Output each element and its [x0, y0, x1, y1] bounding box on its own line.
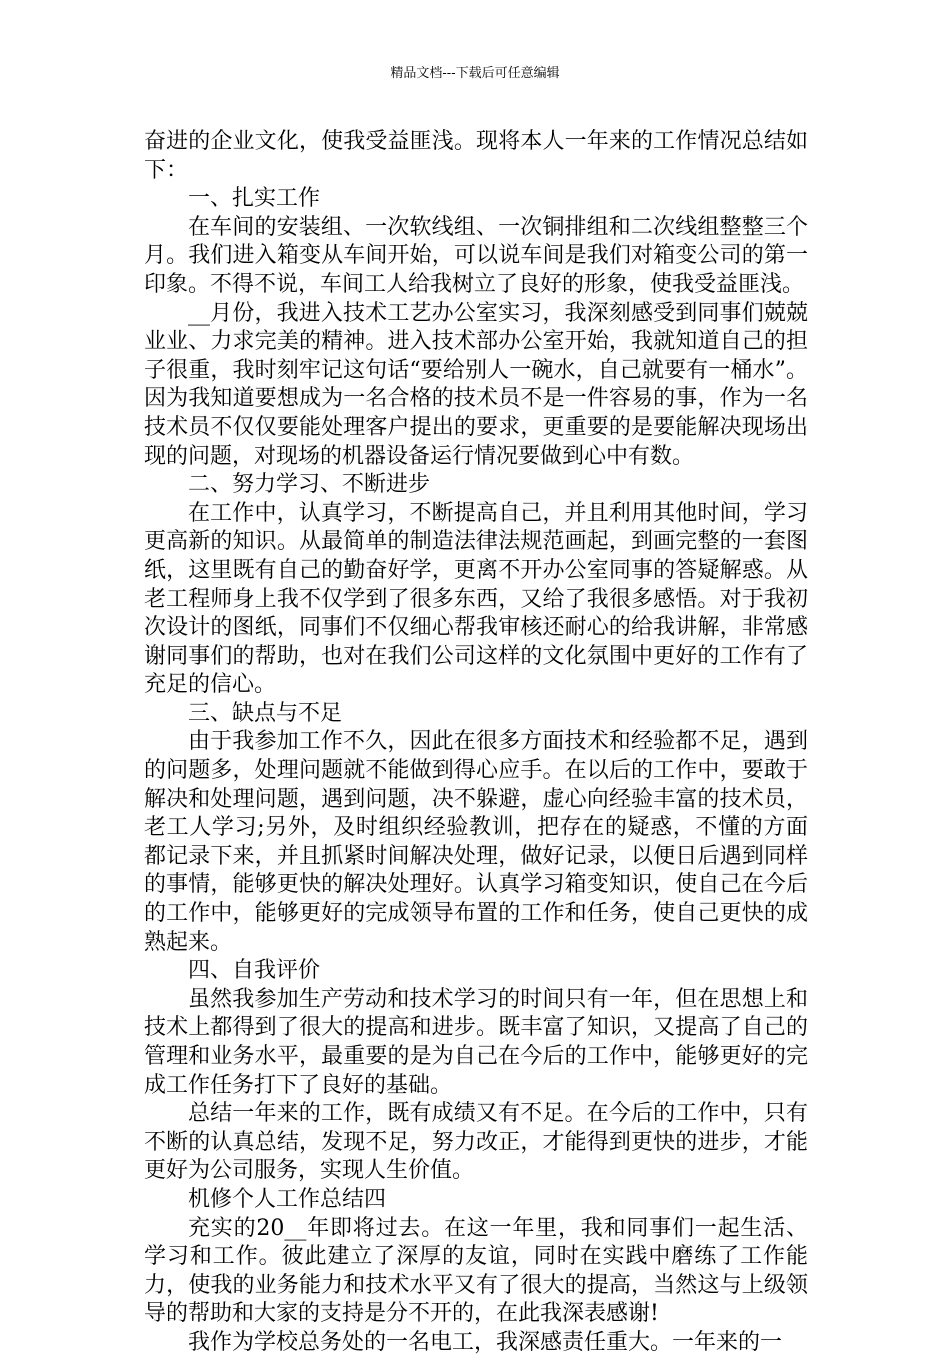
document-body	[144, 128, 808, 1358]
paragraph: 充实的20__年即将过去。在这一年里，我和同事们一起生活、学习和工作。彼此建立了深厚的友谊，同时在实践中磨练了工作能力，使我的业务能力和技术水平又有了很大的提高，当然这与上级领导的帮助和大家的支持是分不开的，在此我深表感谢!	[144, 1215, 808, 1327]
section-heading-3: 三、缺点与不足	[188, 700, 343, 726]
section-heading-1: 一、扎实工作	[188, 186, 321, 212]
paragraph: __月份，我进入技术工艺办公室实习，我深刻感受到同事们兢兢业业、力求完美的精神。进入技术部办公室开始，我就知道自己的担子很重，我时刻牢记这句话“要给别人一碗水，自己就要有一桶水”。因为我知道要想成为一名合格的技术员不是一件容易的事，作为一名技术员不仅仅要能处理客户提出的要求，更重要的是要能解决现场出现的问题，对现场的机器设备运行情况要做到心中有数。	[144, 300, 808, 469]
section-heading-2: 二、努力学习、不断进步	[188, 472, 431, 498]
page-header: 精品文档---下载后可任意编辑	[390, 66, 560, 81]
paragraph: 虽然我参加生产劳动和技术学习的时间只有一年，但在思想上和技术上都得到了很大的提高和进步。既丰富了知识，又提高了自己的管理和业务水平，最重要的是为自己在今后的工作中，能够更好的完成工作任务打下了良好的基础。	[144, 986, 808, 1098]
paragraph: 由于我参加工作不久，因此在很多方面技术和经验都不足，遇到的问题多，处理问题就不能做到得心应手。在以后的工作中，要敢于解决和处理问题，遇到问题，决不躲避，虚心向经验丰富的技术员，老工人学习;另外，及时组织经验教训，把存在的疑惑，不懂的方面都记录下来，并且抓紧时间解决处理，做好记录，以便日后遇到同样的事情，能够更快的解决处理好。认真学习箱变知识，使自己在今后的工作中，能够更好的完成领导布置的工作和任务，使自己更快的成熟起来。	[144, 729, 808, 955]
paragraph: 我作为学校总务处的一名电工，我深感责任重大。一年来的一	[188, 1329, 783, 1355]
paragraph: 总结一年来的工作，既有成绩又有不足。在今后的工作中，只有不断的认真总结，发现不足，努力改正，才能得到更快的进步，才能更好为公司服务，实现人生价值。	[144, 1101, 808, 1184]
paragraph-intro-continued: 奋进的企业文化，使我受益匪浅。现将本人一年来的工作情况总结如下：	[144, 129, 808, 183]
document-subtitle: 机修个人工作总结四	[188, 1186, 387, 1212]
paragraph: 在工作中，认真学习，不断提高自己，并且利用其他时间，学习更高新的知识。从最简单的制造法律法规范画起，到画完整的一套图纸，这里既有自己的勤奋好学，更离不开办公室同事的答疑解惑。从老工程师身上我不仅学到了很多东西，又给了我很多感悟。对于我初次设计的图纸，同事们不仅细心帮我审核还耐心的给我讲解，非常感谢同事们的帮助，也对在我们公司这样的文化氛围中更好的工作有了充足的信心。	[144, 500, 808, 698]
section-heading-4: 四、自我评价	[188, 958, 321, 984]
paragraph: 在车间的安装组、一次软线组、一次铜排组和二次线组整整三个月。我们进入箱变从车间开始，可以说车间是我们对箱变公司的第一印象。不得不说，车间工人给我树立了良好的形象，使我受益匪浅。	[144, 214, 808, 297]
